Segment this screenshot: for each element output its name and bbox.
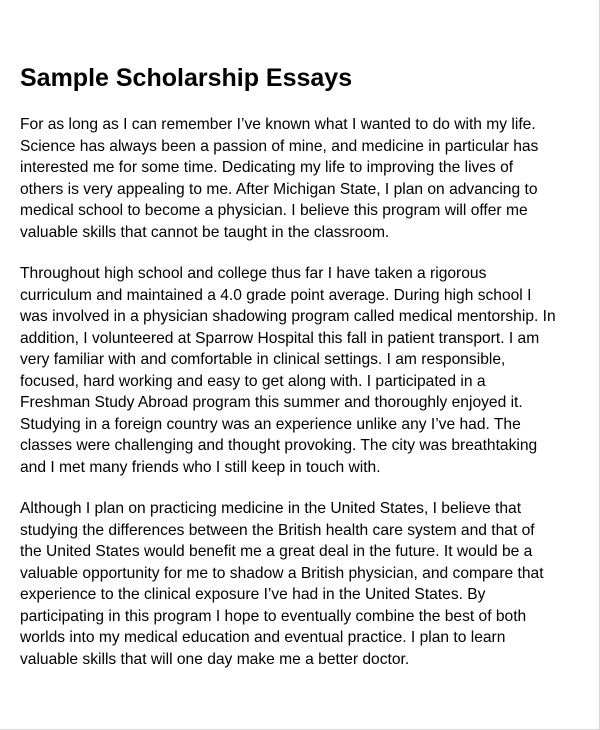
text-line: Science has always been a passion of mine, and medicine in particular has xyxy=(20,137,539,155)
text-line: studying the differences between the British health care system and that of xyxy=(20,521,535,539)
page-title: Sample Scholarship Essays xyxy=(20,64,353,92)
text-line: experience to the clinical exposure I’ve had in the United States. By xyxy=(20,586,486,603)
text-line: the United States would benefit me a great deal in the future. It would be a xyxy=(20,543,533,560)
text-line: others is very appealing to me. After Michigan State, I plan on advancing to xyxy=(20,180,538,198)
text-line: interested me for some time. Dedicating my life to improving the lives of xyxy=(20,159,514,176)
text-line: Studying in a foreign country was an experience unlike any I’ve had. The xyxy=(20,415,521,433)
text-line: classes were challenging and thought provoking. The city was breathtaking xyxy=(20,437,538,454)
text-line: medical school to become a physician. I believe this program will offer me xyxy=(20,202,528,219)
text-line: and I met many friends who I still keep in touch with. xyxy=(20,458,381,476)
text-line: For as long as I can remember I’ve known what I wanted to do with my life. xyxy=(20,116,536,133)
text-line: Throughout high school and college thus far I have taken a rigorous xyxy=(20,265,487,282)
essay-paragraph-3 xyxy=(20,498,544,670)
text-line: Freshman Study Abroad program this summer and thoroughly enjoyed it. xyxy=(20,394,523,411)
text-line: Although I plan on practicing medicine in the United States, I believe that xyxy=(20,500,522,517)
text-line: participating in this program I hope to eventually combine the best of both xyxy=(20,607,527,625)
text-line: focused, hard working and easy to get along with. I participated in a xyxy=(20,372,486,390)
text-line: worlds into my medical education and eventual practice. I plan to learn xyxy=(20,629,506,646)
text-line: valuable opportunity for me to shadow a British physician, and compare that xyxy=(20,564,544,582)
text-line: valuable skills that will one day make me a better doctor. xyxy=(20,650,410,668)
text-line: very familiar with and comfortable in clinical settings. I am responsible, xyxy=(20,351,506,368)
text-line: curriculum and maintained a 4.0 grade point average. During high school I xyxy=(20,286,532,304)
text-line: addition, I volunteered at Sparrow Hospital this fall in patient transport. I am xyxy=(20,329,540,347)
essay-paragraph-1 xyxy=(20,114,538,243)
text-line: valuable skills that cannot be taught in the classroom. xyxy=(20,223,390,241)
essay-paragraph-2 xyxy=(20,263,556,478)
text-line: was involved in a physician shadowing program called medical mentorship. In xyxy=(20,308,556,325)
